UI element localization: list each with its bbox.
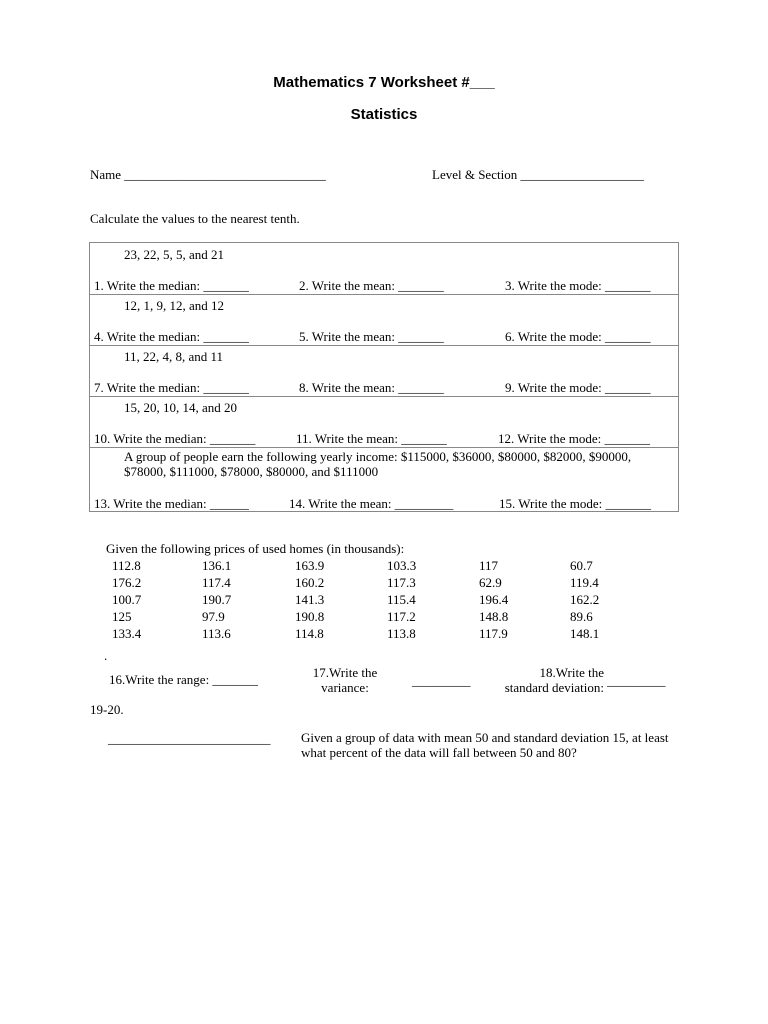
data-set-2: 12, 1, 9, 12, and 12 (124, 298, 225, 313)
price-cell: 163.9 (295, 558, 325, 573)
price-row (112, 625, 652, 642)
question-19-20-number: 19-20. (90, 702, 124, 717)
price-row (112, 574, 652, 591)
question-14-mean: 14. Write the mean: _________ (289, 496, 454, 511)
price-row (112, 608, 652, 625)
price-cell: 97.9 (202, 609, 225, 624)
question-2-mean: 2. Write the mean: _______ (299, 278, 444, 293)
home-prices-table (112, 557, 652, 642)
question-17-label-line2: variance: (321, 680, 369, 695)
price-cell: 125 (112, 609, 132, 624)
question-18-label-line1: 18.Write the (539, 665, 604, 680)
row-divider (90, 447, 678, 448)
homes-intro: Given the following prices of used homes (in thousands): (106, 541, 405, 556)
data-set-1: 23, 22, 5, 5, and 21 (124, 247, 225, 262)
instructions: Calculate the values to the nearest tenth. (90, 211, 300, 226)
row-divider (90, 345, 678, 346)
question-4-median: 4. Write the median: _______ (94, 329, 249, 344)
question-13-median: 13. Write the median: ______ (94, 496, 249, 511)
question-16-range: 16.Write the range: _______ (109, 672, 258, 687)
price-cell: 117.4 (202, 575, 231, 590)
question-18-label-line2: standard deviation: (504, 680, 604, 695)
question-3-mode: 3. Write the mode: _______ (505, 278, 651, 293)
price-cell: 160.2 (295, 575, 325, 590)
question-17-blank: _________ (412, 673, 471, 688)
price-row (112, 557, 652, 574)
price-cell: 117 (479, 558, 499, 573)
row-divider (90, 396, 678, 397)
price-cell: 113.6 (202, 626, 231, 641)
price-cell: 190.7 (202, 592, 232, 607)
price-cell: 162.2 (570, 592, 600, 607)
name-field-label: Name _______________________________ (90, 167, 326, 182)
price-cell: 196.4 (479, 592, 509, 607)
question-18-blank: _________ (607, 673, 666, 688)
price-cell: 117.9 (479, 626, 508, 641)
question-1-median: 1. Write the median: _______ (94, 278, 249, 293)
question-10-median: 10. Write the median: _______ (94, 431, 256, 446)
question-12-mode: 12. Write the mode: _______ (498, 431, 650, 446)
problems-table (89, 242, 679, 512)
question-17-label-line1: 17.Write the (312, 665, 378, 680)
price-cell: 119.4 (570, 575, 599, 590)
price-cell: 100.7 (112, 592, 142, 607)
price-cell: 114.8 (295, 626, 324, 641)
question-19-20-answer-blank: _________________________ (108, 731, 271, 746)
data-set-3: 11, 22, 4, 8, and 11 (124, 349, 224, 364)
price-cell: 113.8 (387, 626, 416, 641)
price-cell: 62.9 (479, 575, 502, 590)
price-cell: 117.2 (387, 609, 416, 624)
price-cell: 115.4 (387, 592, 416, 607)
price-cell: 133.4 (112, 626, 142, 641)
stray-dot: . (104, 648, 108, 663)
price-cell: 89.6 (570, 609, 593, 624)
question-15-mode: 15. Write the mode: _______ (499, 496, 651, 511)
income-data-set: A group of people earn the following yearly income: $115000, $36000, $80000, $82000, $90000, $78000, $111000, $78000, $80000, and $111000 (124, 449, 632, 479)
worksheet-subtitle: Statistics (350, 106, 418, 123)
question-7-median: 7. Write the median: _______ (94, 380, 249, 395)
price-cell: 141.3 (295, 592, 325, 607)
worksheet-title: Mathematics 7 Worksheet #___ (273, 74, 495, 91)
price-cell: 112.8 (112, 558, 141, 573)
price-cell: 103.3 (387, 558, 417, 573)
price-cell: 148.1 (570, 626, 600, 641)
question-5-mean: 5. Write the mean: _______ (299, 329, 444, 344)
question-6-mode: 6. Write the mode: _______ (505, 329, 651, 344)
question-19-20-text: Given a group of data with mean 50 and standard deviation 15, at least what percent of the data will fall between 50 and 80? (301, 730, 669, 760)
question-8-mean: 8. Write the mean: _______ (299, 380, 444, 395)
question-9-mode: 9. Write the mode: _______ (505, 380, 651, 395)
question-11-mean: 11. Write the mean: _______ (296, 431, 447, 446)
price-cell: 148.8 (479, 609, 509, 624)
row-divider (90, 294, 678, 295)
price-cell: 136.1 (202, 558, 232, 573)
level-section-field-label: Level & Section ___________________ (432, 167, 644, 182)
price-cell: 117.3 (387, 575, 416, 590)
price-row (112, 591, 652, 608)
price-cell: 60.7 (570, 558, 593, 573)
price-cell: 176.2 (112, 575, 142, 590)
price-cell: 190.8 (295, 609, 325, 624)
data-set-4: 15, 20, 10, 14, and 20 (124, 400, 238, 415)
